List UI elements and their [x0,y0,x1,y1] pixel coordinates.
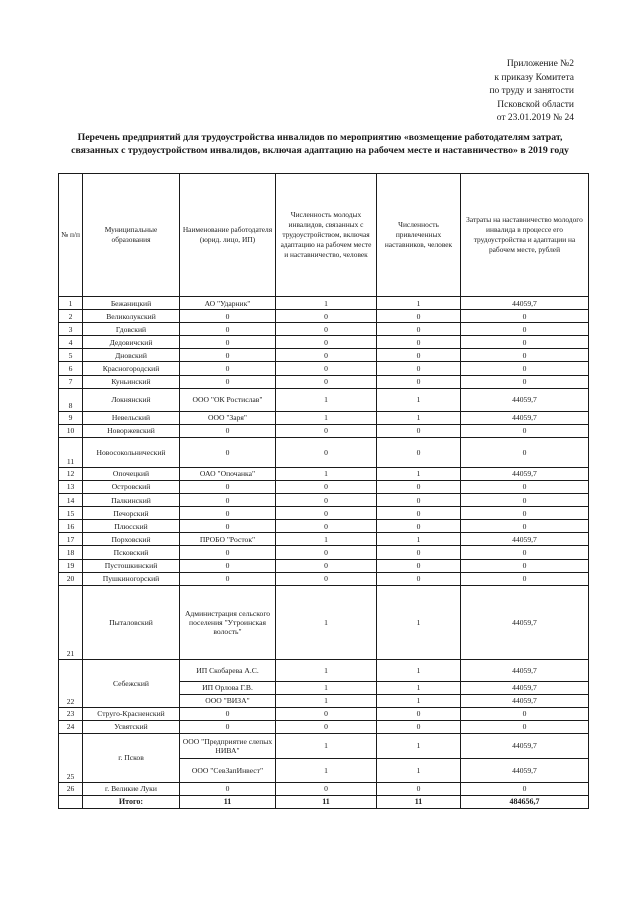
appendix-block [489,58,574,126]
invalids-cell: 1 [276,533,377,546]
cost-cell: 0 [461,437,589,467]
cost-cell: 0 [461,362,589,375]
row-number: 24 [59,720,83,733]
municipality-cell: Островский [83,480,180,493]
employer-cell: 0 [180,494,276,507]
municipality-cell: Струго-Красненский [83,707,180,720]
row-number: 25 [59,733,83,782]
invalids-cell: 0 [276,336,377,349]
municipality-cell: Порховский [83,533,180,546]
cost-cell: 0 [461,572,589,585]
mentors-cell: 1 [377,411,461,424]
total-invalids: 11 [276,795,377,808]
row-number: 11 [59,437,83,467]
invalids-cell: 1 [276,467,377,480]
invalids-cell: 0 [276,349,377,362]
municipality-cell: Гдовский [83,323,180,336]
row-number: 20 [59,572,83,585]
cost-cell: 0 [461,720,589,733]
municipality-cell: Красногородский [83,362,180,375]
invalids-cell: 0 [276,424,377,437]
municipality-cell: Дновский [83,349,180,362]
employer-cell: ООО "Заря" [180,411,276,424]
total-label: Итого: [83,795,180,808]
mentors-cell: 0 [377,782,461,795]
municipality-cell: Новосокольнический [83,437,180,467]
invalids-cell: 1 [276,733,377,758]
cost-cell: 0 [461,782,589,795]
employer-cell: ООО "ВИЗА" [180,694,276,707]
employer-cell: 0 [180,720,276,733]
mentors-cell: 0 [377,437,461,467]
municipality-cell: Великолукский [83,310,180,323]
employer-cell: ООО "ОК Ростислав" [180,388,276,411]
employer-cell: 0 [180,424,276,437]
table-row [59,559,589,572]
row-number: 6 [59,362,83,375]
mentors-cell: 0 [377,707,461,720]
invalids-cell: 0 [276,507,377,520]
invalids-cell: 0 [276,437,377,467]
table-row [59,349,589,362]
header-number: № п/п [59,174,83,297]
row-number: 4 [59,336,83,349]
mentors-cell: 0 [377,349,461,362]
invalids-cell: 0 [276,707,377,720]
employer-cell: АО "Ударник" [180,297,276,310]
employer-cell: 0 [180,546,276,559]
row-number: 22 [59,659,83,707]
municipality-cell: Новоржевский [83,424,180,437]
municipality-cell: Бежаницкий [83,297,180,310]
employer-cell: 0 [180,507,276,520]
table-row [59,310,589,323]
table-row [59,720,589,733]
mentors-cell: 0 [377,424,461,437]
row-number: 19 [59,559,83,572]
municipality-cell: г. Великие Луки [83,782,180,795]
cost-cell: 44059,7 [461,411,589,424]
municipality-cell: Пыталовский [83,585,180,659]
employer-cell: 0 [180,323,276,336]
cost-cell: 0 [461,480,589,493]
table-row [59,336,589,349]
row-number: 16 [59,520,83,533]
employer-cell: Администрация сельского поселения "Утроинская волость" [180,585,276,659]
row-number: 5 [59,349,83,362]
cost-cell: 0 [461,424,589,437]
invalids-cell: 1 [276,681,377,694]
table-row [59,494,589,507]
cost-cell: 0 [461,707,589,720]
cost-cell: 0 [461,323,589,336]
row-number: 8 [59,388,83,411]
table-row [59,480,589,493]
row-number: 15 [59,507,83,520]
invalids-cell: 0 [276,362,377,375]
employer-cell: ООО "Предприятие слепых НИВА" [180,733,276,758]
mentors-cell: 0 [377,323,461,336]
mentors-cell: 0 [377,480,461,493]
table-row [59,507,589,520]
invalids-cell: 1 [276,297,377,310]
cost-cell: 44059,7 [461,758,589,782]
mentors-cell: 0 [377,494,461,507]
employer-cell: 0 [180,362,276,375]
table-row [59,546,589,559]
invalids-cell: 0 [276,480,377,493]
municipality-cell: Локнянский [83,388,180,411]
invalids-cell: 1 [276,585,377,659]
mentors-cell: 0 [377,336,461,349]
cost-cell: 0 [461,349,589,362]
total-row [59,795,589,808]
mentors-cell: 1 [377,758,461,782]
header-employer: Наименование работодателя (юрид. лицо, ИП) [180,174,276,297]
employer-cell: 0 [180,782,276,795]
total-employers: 11 [180,795,276,808]
mentors-cell: 0 [377,572,461,585]
table-row [59,362,589,375]
table-row [59,424,589,437]
mentors-cell: 1 [377,659,461,681]
employer-cell: 0 [180,310,276,323]
table-row [59,437,589,467]
table-header-row [59,174,589,297]
row-number: 7 [59,375,83,388]
table-row [59,585,589,659]
cost-cell: 44059,7 [461,533,589,546]
cost-cell: 44059,7 [461,694,589,707]
mentors-cell: 0 [377,310,461,323]
row-number: 10 [59,424,83,437]
table-row [59,782,589,795]
municipality-cell: Печорский [83,507,180,520]
table-row [59,733,589,758]
appendix-line: к приказу Комитета [494,72,574,83]
header-municipality: Муниципальные образования [83,174,180,297]
municipality-cell: Опочецкий [83,467,180,480]
row-number: 9 [59,411,83,424]
mentors-cell: 0 [377,362,461,375]
invalids-cell: 0 [276,572,377,585]
table-row [59,467,589,480]
employer-cell: 0 [180,559,276,572]
cost-cell: 44059,7 [461,585,589,659]
row-number: 18 [59,546,83,559]
invalids-cell: 1 [276,411,377,424]
table-row [59,323,589,336]
cost-cell: 0 [461,494,589,507]
cost-cell: 44059,7 [461,681,589,694]
employer-cell: 0 [180,437,276,467]
employer-cell: ИП Скобарева А.С. [180,659,276,681]
municipality-cell: Себежский [83,659,180,707]
employer-cell: 0 [180,707,276,720]
employer-cell: 0 [180,349,276,362]
mentors-cell: 1 [377,388,461,411]
invalids-cell: 0 [276,782,377,795]
mentors-cell: 1 [377,467,461,480]
invalids-cell: 0 [276,520,377,533]
table-row [59,520,589,533]
mentors-cell: 0 [377,507,461,520]
mentors-cell: 1 [377,681,461,694]
employer-cell: 0 [180,520,276,533]
cost-cell: 0 [461,546,589,559]
mentors-cell: 1 [377,533,461,546]
employer-cell: ООО "СевЗапИнвест" [180,758,276,782]
invalids-cell: 0 [276,323,377,336]
cost-cell: 44059,7 [461,467,589,480]
municipality-cell: Дедовичский [83,336,180,349]
employer-cell: 0 [180,572,276,585]
table-row [59,572,589,585]
header-mentors: Численность привлеченных наставников, человек [377,174,461,297]
mentors-cell: 0 [377,546,461,559]
cost-cell: 44059,7 [461,659,589,681]
municipality-cell: Псковский [83,546,180,559]
mentors-cell: 0 [377,720,461,733]
invalids-cell: 1 [276,659,377,681]
invalids-cell: 1 [276,388,377,411]
table-row [59,388,589,411]
document-title: Перечень предприятий для трудоустройства инвалидов по мероприятию «возмещение работодателям затрат, связанных с трудоустройством инвалидов, включая адаптацию на рабочем месте и наставничество» в 2019 году [71,132,569,156]
row-number: 21 [59,585,83,659]
cost-cell: 44059,7 [461,388,589,411]
invalids-cell: 0 [276,494,377,507]
invalids-cell: 0 [276,546,377,559]
municipality-cell: Плюсский [83,520,180,533]
employer-cell: 0 [180,480,276,493]
table-body [59,297,589,809]
employer-cell: ИП Орлова Г.В. [180,681,276,694]
table-row [59,533,589,546]
row-number: 17 [59,533,83,546]
cost-cell: 0 [461,336,589,349]
row-number: 23 [59,707,83,720]
employer-cell: 0 [180,336,276,349]
cost-cell: 44059,7 [461,297,589,310]
mentors-cell: 1 [377,694,461,707]
cost-cell: 0 [461,559,589,572]
header-invalids: Численность молодых инвалидов, связанных с трудоустройством, включая адаптацию на рабочем месте и наставничество, человек [276,174,377,297]
invalids-cell: 0 [276,720,377,733]
employer-cell: ПРОБО "Росток" [180,533,276,546]
municipality-cell: Палкинский [83,494,180,507]
mentors-cell: 1 [377,297,461,310]
header-cost: Затраты на наставничество молодого инвалида в процессе его трудоустройства и адаптации на рабочем месте, рублей [461,174,589,297]
table-row [59,411,589,424]
invalids-cell: 0 [276,310,377,323]
appendix-line: Псковской области [497,99,574,110]
table-row [59,707,589,720]
cost-cell: 0 [461,520,589,533]
invalids-cell: 0 [276,375,377,388]
total-empty-cell [59,795,83,808]
appendix-line: Приложение №2 [506,59,574,69]
mentors-cell: 1 [377,585,461,659]
row-number: 13 [59,480,83,493]
municipality-cell: Куньинский [83,375,180,388]
table-row [59,659,589,681]
invalids-cell: 1 [276,694,377,707]
municipality-cell: Пушкиногорский [83,572,180,585]
employers-table [58,173,589,809]
invalids-cell: 1 [276,758,377,782]
row-number: 2 [59,310,83,323]
cost-cell: 0 [461,375,589,388]
cost-cell: 44059,7 [461,733,589,758]
total-cost: 484656,7 [461,795,589,808]
row-number: 3 [59,323,83,336]
municipality-cell: г. Псков [83,733,180,782]
appendix-line: по труду и занятости [489,86,574,97]
total-mentors: 11 [377,795,461,808]
table-row [59,375,589,388]
row-number: 12 [59,467,83,480]
municipality-cell: Пустошкинский [83,559,180,572]
table-row [59,297,589,310]
appendix-line: от 23.01.2019 № 24 [496,113,574,124]
employer-cell: 0 [180,375,276,388]
row-number: 1 [59,297,83,310]
mentors-cell: 0 [377,559,461,572]
cost-cell: 0 [461,310,589,323]
mentors-cell: 0 [377,375,461,388]
employer-cell: ОАО "Опочанка" [180,467,276,480]
row-number: 26 [59,782,83,795]
mentors-cell: 0 [377,520,461,533]
row-number: 14 [59,494,83,507]
mentors-cell: 1 [377,733,461,758]
municipality-cell: Невельский [83,411,180,424]
invalids-cell: 0 [276,559,377,572]
cost-cell: 0 [461,507,589,520]
municipality-cell: Усвятский [83,720,180,733]
